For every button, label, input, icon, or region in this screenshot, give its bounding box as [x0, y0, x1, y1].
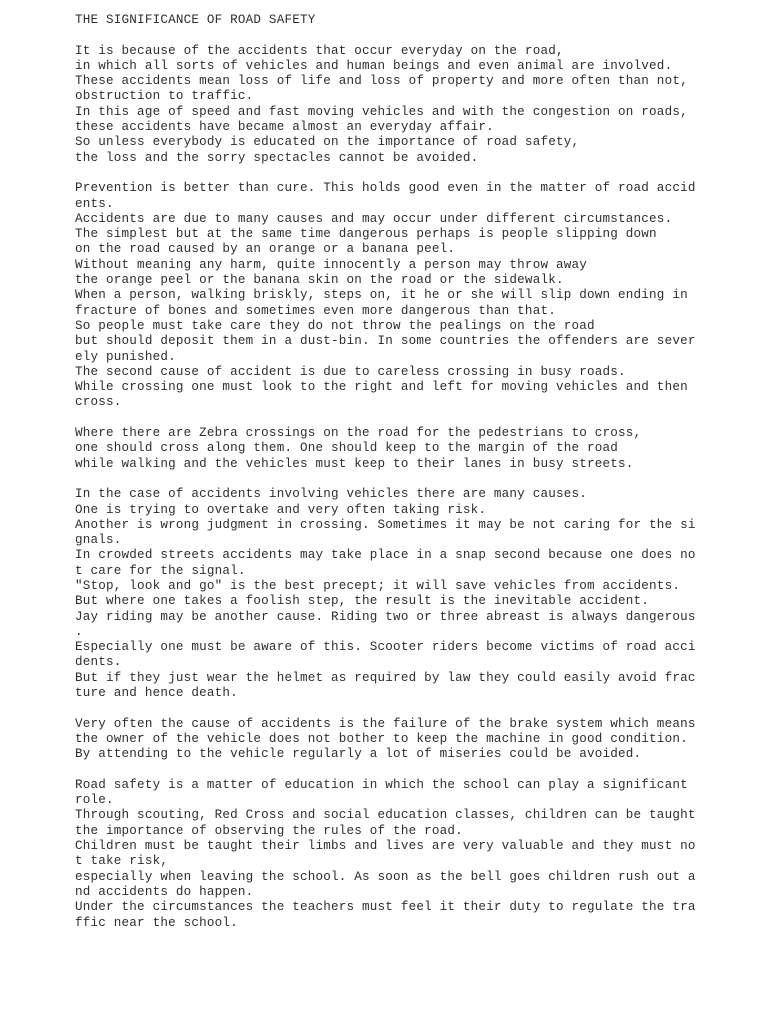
- text-line: One is trying to overtake and very often taking risk.: [75, 502, 487, 517]
- text-line: The simplest but at the same time dangerous perhaps is people slipping down: [75, 227, 657, 242]
- text-line: But if they just wear the helmet as required by law they could easily avoid frac: [75, 670, 696, 685]
- text-line: especially when leaving the school. As soon as the bell goes children rush out a: [75, 869, 696, 884]
- paragraph-gap: [75, 701, 755, 716]
- text-line: In this age of speed and fast moving vehicles and with the congestion on roads,: [75, 104, 688, 119]
- text-line: these accidents have became almost an everyday affair.: [75, 120, 494, 135]
- paragraph-gap: [75, 472, 755, 487]
- text-line: the owner of the vehicle does not bother to keep the machine in good condition.: [75, 731, 688, 746]
- text-line: When a person, walking briskly, steps on, it he or she will slip down ending in: [75, 288, 688, 303]
- paragraph-gap: [75, 28, 755, 43]
- text-line: Accidents are due to many causes and may occur under different circumstances.: [75, 211, 673, 226]
- text-line: It is because of the accidents that occur everyday on the road,: [75, 43, 564, 58]
- text-line: Very often the cause of accidents is the failure of the brake system which means: [75, 716, 696, 731]
- text-line: ents.: [75, 196, 114, 211]
- text-line: Where there are Zebra crossings on the road for the pedestrians to cross,: [75, 426, 642, 441]
- text-line: in which all sorts of vehicles and human beings and even animal are involved.: [75, 58, 673, 73]
- text-line: nd accidents do happen.: [75, 884, 254, 899]
- text-line: In crowded streets accidents may take place in a snap second because one does no: [75, 548, 696, 563]
- text-line: while walking and the vehicles must keep to their lanes in busy streets.: [75, 456, 634, 471]
- text-line: By attending to the vehicle regularly a lot of miseries could be avoided.: [75, 747, 642, 762]
- text-line: ely punished.: [75, 349, 176, 364]
- text-line: .: [75, 624, 83, 639]
- text-line: Jay riding may be another cause. Riding two or three abreast is always dangerous: [75, 609, 696, 624]
- text-line: on the road caused by an orange or a banana peel.: [75, 242, 456, 257]
- text-line: t take risk,: [75, 854, 169, 869]
- text-line: t care for the signal.: [75, 563, 246, 578]
- text-line: Children must be taught their limbs and lives are very valuable and they must no: [75, 839, 696, 854]
- text-line: Without meaning any harm, quite innocently a person may throw away: [75, 257, 587, 272]
- text-line: role.: [75, 793, 114, 808]
- text-line: While crossing one must look to the right and left for moving vehicles and then: [75, 380, 688, 395]
- paragraph-gap: [75, 166, 755, 181]
- paragraph-gap: [75, 763, 755, 778]
- text-line: Road safety is a matter of education in which the school can play a significant: [75, 777, 688, 792]
- paragraph-gap: [75, 411, 755, 426]
- text-line: The second cause of accident is due to careless crossing in busy roads.: [75, 364, 626, 379]
- text-line: Under the circumstances the teachers must feel it their duty to regulate the tra: [75, 900, 696, 915]
- document-body: [75, 13, 755, 931]
- text-line: fracture of bones and sometimes even more dangerous than that.: [75, 303, 556, 318]
- text-line: gnals.: [75, 533, 122, 548]
- document-title: THE SIGNIFICANCE OF ROAD SAFETY: [75, 13, 316, 27]
- text-line: ffic near the school.: [75, 915, 238, 930]
- text-line: So unless everybody is educated on the importance of road safety,: [75, 135, 580, 150]
- text-line: but should deposit them in a dust-bin. In some countries the offenders are sever: [75, 334, 696, 349]
- text-line: ture and hence death.: [75, 686, 238, 701]
- text-line: obstruction to traffic.: [75, 89, 254, 104]
- text-line: In the case of accidents involving vehicles there are many causes.: [75, 487, 587, 502]
- text-line: Through scouting, Red Cross and social education classes, children can be taught: [75, 808, 696, 823]
- text-line: Prevention is better than cure. This holds good even in the matter of road accid: [75, 181, 696, 196]
- text-line: the orange peel or the banana skin on the road or the sidewalk.: [75, 273, 564, 288]
- text-line: cross.: [75, 395, 122, 410]
- text-line: These accidents mean loss of life and loss of property and more often than not,: [75, 74, 688, 89]
- text-line: "Stop, look and go" is the best precept; it will save vehicles from accidents.: [75, 578, 681, 593]
- text-line: But where one takes a foolish step, the result is the inevitable accident.: [75, 594, 650, 609]
- text-line: Especially one must be aware of this. Scooter riders become victims of road acci: [75, 640, 696, 655]
- text-line: dents.: [75, 655, 122, 670]
- text-line: So people must take care they do not throw the pealings on the road: [75, 318, 595, 333]
- text-line: the importance of observing the rules of the road.: [75, 823, 463, 838]
- text-line: one should cross along them. One should keep to the margin of the road: [75, 441, 619, 456]
- text-line: Another is wrong judgment in crossing. Sometimes it may be not caring for the si: [75, 517, 696, 532]
- text-line: the loss and the sorry spectacles cannot be avoided.: [75, 150, 479, 165]
